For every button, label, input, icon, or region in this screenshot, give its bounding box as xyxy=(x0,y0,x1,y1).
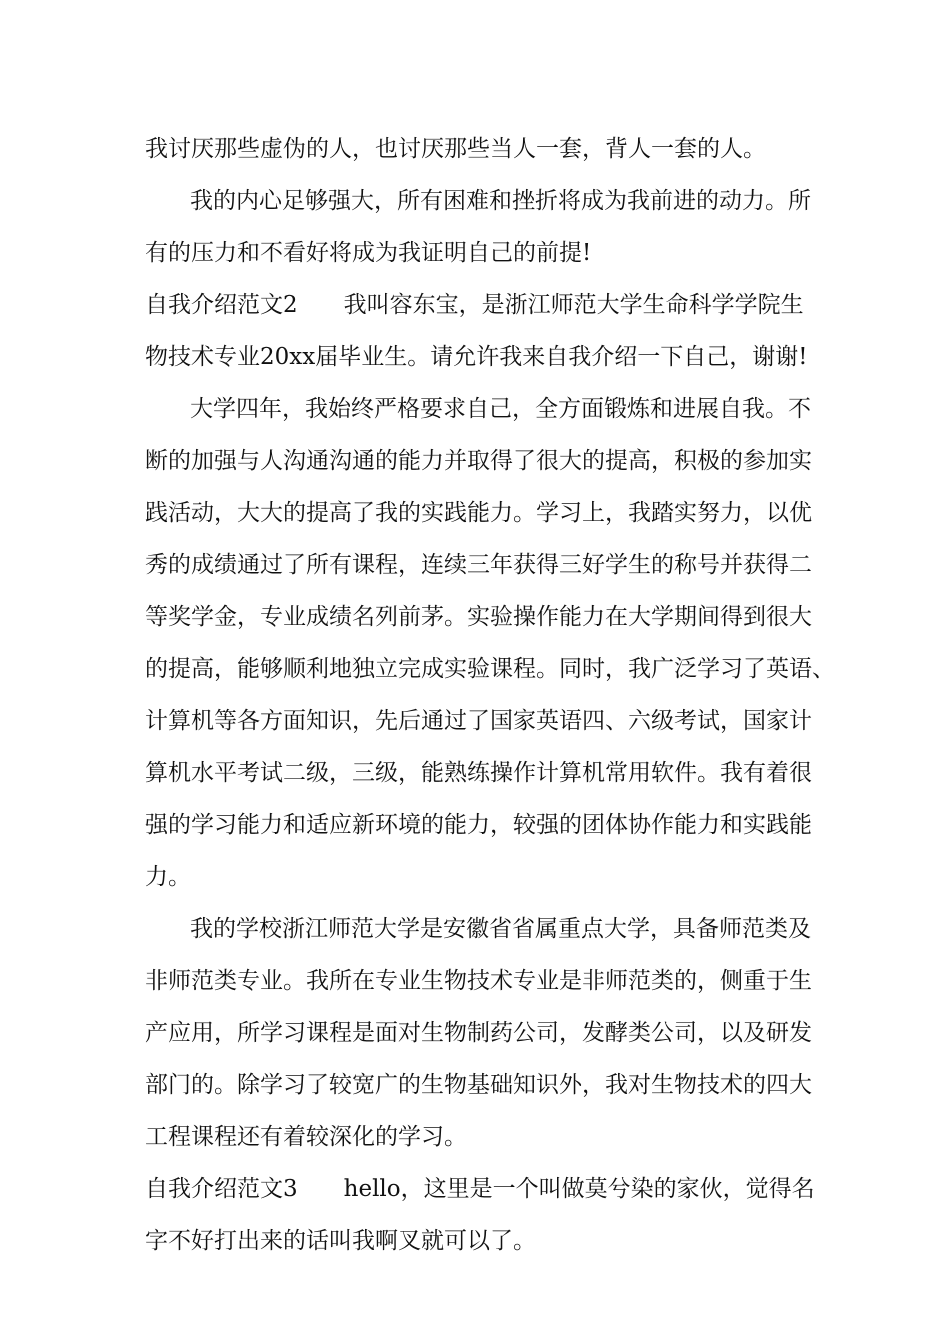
paragraph-line: 我的内心足够强大，所有困难和挫折将成为我前进的动力。所 xyxy=(190,188,811,214)
paragraph-line: 非师范类专业。我所在专业生物技术专业是非师范类的，侧重于生 xyxy=(145,968,812,994)
paragraph-line: 的提高，能够顺利地独立完成实验课程。同时，我广泛学习了英语、 xyxy=(145,656,835,682)
section-heading-line xyxy=(145,287,804,323)
paragraph-text: 我叫容东宝，是浙江师范大学生命科学学院生 xyxy=(343,292,804,318)
paragraph-line: 有的压力和不看好将成为我证明自己的前提! xyxy=(145,240,592,266)
paragraph-line: 我讨厌那些虚伪的人，也讨厌那些当人一套，背人一套的人。 xyxy=(145,136,766,162)
paragraph-line: 秀的成绩通过了所有课程，连续三年获得三好学生的称号并获得二 xyxy=(145,552,812,578)
paragraph-line: 断的加强与人沟通沟通的能力并取得了很大的提高，积极的参加实 xyxy=(145,448,812,474)
paragraph-line: 部门的。除学习了较宽广的生物基础知识外，我对生物技术的四大 xyxy=(145,1072,812,1098)
paragraph-line: 物技术专业20xx届毕业生。请允许我来自我介绍一下自己，谢谢! xyxy=(145,344,808,370)
paragraph-line: 字不好打出来的话叫我啊叉就可以了。 xyxy=(145,1228,536,1254)
paragraph-line: 工程课程还有着较深化的学习。 xyxy=(145,1124,467,1150)
paragraph-line: 产应用，所学习课程是面对生物制药公司，发酵类公司，以及研发 xyxy=(145,1020,812,1046)
paragraph-line: 我的学校浙江师范大学是安徽省省属重点大学，具备师范类及 xyxy=(190,916,811,942)
paragraph-text: hello，这里是一个叫做莫兮染的家伙，觉得名 xyxy=(343,1176,815,1202)
section-heading: 自我介绍范文3 xyxy=(145,1176,298,1202)
paragraph-line: 力。 xyxy=(145,864,191,890)
paragraph-line: 等奖学金，专业成绩名列前茅。实验操作能力在大学期间得到很大 xyxy=(145,604,812,630)
paragraph-line: 算机水平考试二级，三级，能熟练操作计算机常用软件。我有着很 xyxy=(145,760,812,786)
paragraph-line: 强的学习能力和适应新环境的能力，较强的团体协作能力和实践能 xyxy=(145,812,812,838)
paragraph-line: 计算机等各方面知识，先后通过了国家英语四、六级考试，国家计 xyxy=(145,708,812,734)
paragraph-line: 践活动，大大的提高了我的实践能力。学习上，我踏实努力，以优 xyxy=(145,500,812,526)
section-heading-line xyxy=(145,1171,815,1207)
paragraph-line: 大学四年，我始终严格要求自己，全方面锻炼和进展自我。不 xyxy=(190,396,811,422)
section-heading: 自我介绍范文2 xyxy=(145,292,298,318)
